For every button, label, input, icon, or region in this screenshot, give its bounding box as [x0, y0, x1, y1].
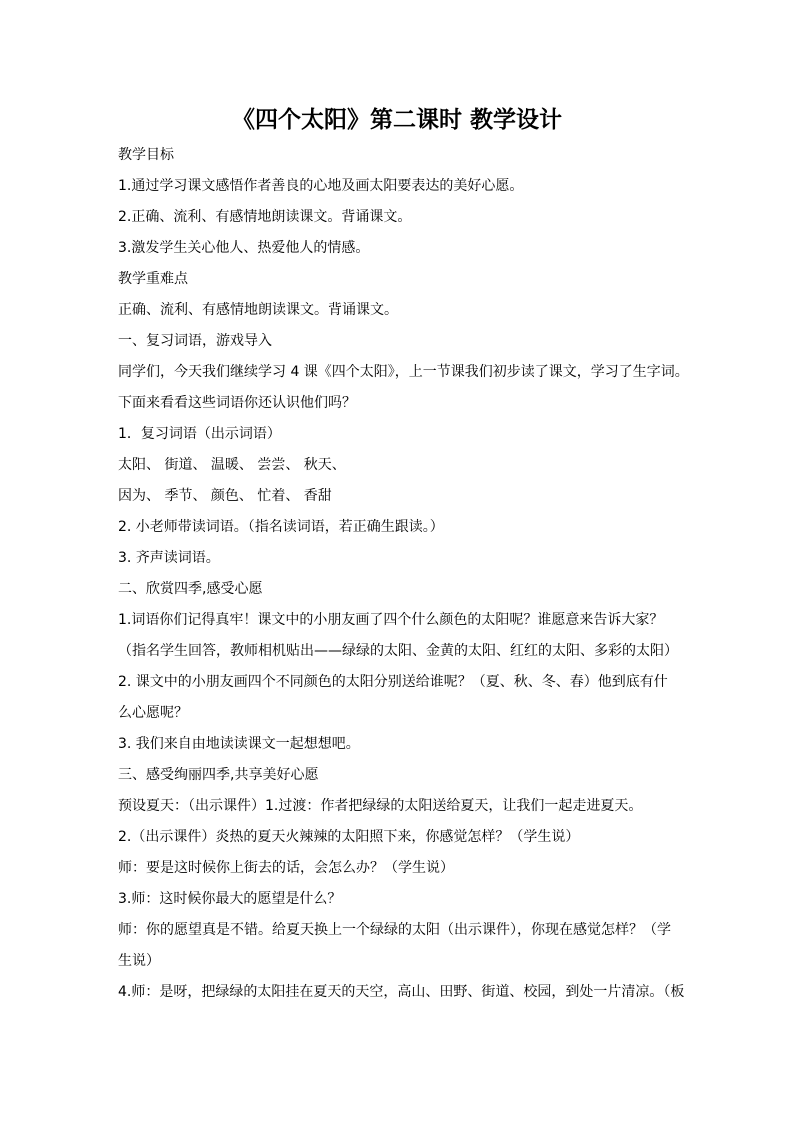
- paragraph-line: 么心愿呢？: [118, 705, 188, 721]
- paragraph-line: 同学们，今天我们继续学习 4 课《四个太阳》，上一节课我们初步读了课文，学习了生字词。: [118, 364, 689, 380]
- paragraph-line: 预设夏天：（出示课件）1.过渡：作者把绿绿的太阳送给夏天，让我们一起走进夏天。: [118, 798, 643, 814]
- paragraph-line: 下面来看看这些词语你还认识他们吗？: [118, 395, 356, 411]
- paragraph-line: （指名学生回答，教师相机贴出——绿绿的太阳、金黄的太阳、红红的太阳、多彩的太阳）: [118, 643, 678, 659]
- document-title: 《四个太阳》第二课时 教学设计: [231, 107, 562, 133]
- section-heading-key-points: 教学重难点: [118, 271, 188, 287]
- list-item: 3. 齐声读词语。: [118, 550, 220, 566]
- objective-2: 2.正确、流利、有感情地朗读课文。背诵课文。: [118, 209, 412, 225]
- section-heading-wishes: 三、感受绚丽四季,共享美好心愿: [118, 767, 319, 783]
- paragraph-line: 师：要是这时候你上街去的话，会怎么办？（学生说）: [118, 860, 454, 876]
- vocabulary-row-2: 因为、 季节、 颜色、 忙着、 香甜: [118, 488, 332, 504]
- paragraph-line: 2.（出示课件）炎热的夏天火辣辣的太阳照下来，你感觉怎样？（学生说）: [118, 829, 580, 845]
- vocabulary-row-1: 太阳、 街道、 温暖、 尝尝、 秋天、: [118, 457, 346, 473]
- paragraph-line: 生说）: [118, 953, 160, 969]
- objective-3: 3.激发学生关心他人、热爱他人的情感。: [118, 240, 370, 256]
- section-heading-review: 一、复习词语，游戏导入: [118, 333, 272, 349]
- list-item: 3. 我们来自由地读读课文一起想想吧。: [118, 736, 360, 752]
- key-points-text: 正确、流利、有感情地朗读课文。背诵课文。: [118, 302, 398, 318]
- paragraph-line: 1.词语你们记得真牢！课文中的小朋友画了四个什么颜色的太阳呢？谁愿意来告诉大家？: [118, 612, 664, 628]
- objective-1: 1.通过学习课文感悟作者善良的心地及画太阳要表达的美好心愿。: [118, 178, 524, 194]
- paragraph-line: 师：你的愿望真是不错。给夏天换上一个绿绿的太阳（出示课件），你现在感觉怎样？（学: [118, 922, 671, 938]
- paragraph-line: 3.师：这时候你最大的愿望是什么？: [118, 891, 342, 907]
- list-item: 2. 小老师带读词语。（指名读词语，若正确生跟读。）: [118, 519, 444, 535]
- section-heading-objectives: 教学目标: [118, 147, 174, 163]
- list-item: 1．复习词语（出示词语）: [118, 426, 281, 442]
- paragraph-line: 4.师：是呀，把绿绿的太阳挂在夏天的天空，高山、田野、街道、校园，到处一片清凉。（板: [118, 984, 685, 1000]
- paragraph-line: 2. 课文中的小朋友画四个不同颜色的太阳分别送给谁呢？（夏、秋、冬、春）他到底有什: [118, 674, 668, 690]
- section-heading-seasons: 二、欣赏四季,感受心愿: [118, 581, 263, 597]
